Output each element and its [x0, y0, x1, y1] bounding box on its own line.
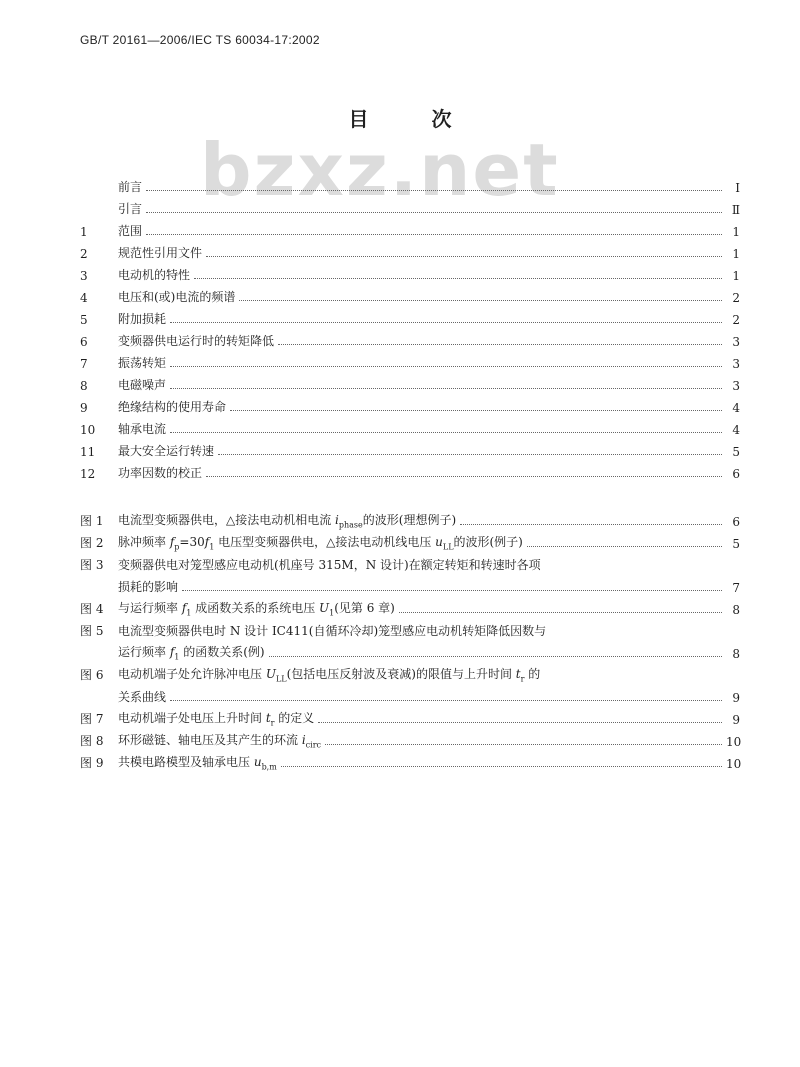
toc-entry-label: 附加损耗 [118, 312, 167, 326]
toc-entry-page: Ⅰ [735, 181, 740, 195]
leader-dots [278, 344, 722, 345]
figure-number: 图 4 [80, 602, 104, 616]
figure-page: 7 [732, 581, 740, 595]
toc-entry-label: 引言 [118, 202, 143, 216]
leader-dots [146, 234, 722, 235]
toc-entry-page: 5 [732, 445, 740, 459]
figure-caption-line-1: 电动机端子处允许脉冲电压 $U_{LL}$(包括电压反射波及衰减)的限值与上升时间 $t_r$ 的 [118, 666, 541, 683]
toc-entry-number: 8 [80, 379, 88, 393]
toc-entry-number: 1 [80, 225, 88, 239]
figure-number: 图 6 [80, 668, 104, 682]
toc-entry-label: 电动机的特性 [118, 268, 191, 282]
toc-entry-section-6[interactable] [80, 327, 740, 349]
leader-dots [281, 766, 722, 767]
toc-entry-page: 3 [732, 357, 740, 371]
figure-page: 6 [732, 515, 740, 529]
toc-entry-figure-7[interactable] [80, 705, 740, 727]
toc-entry-page: 4 [732, 423, 740, 437]
figure-caption: 与运行频率 $f_1$ 成函数关系的系统电压 $U_1$(见第 6 章) [118, 600, 395, 617]
toc-entry-page: 6 [732, 467, 740, 481]
figure-page: 5 [732, 537, 740, 551]
toc-entry-section-3[interactable] [80, 261, 740, 283]
figure-number: 图 7 [80, 712, 104, 726]
toc-entry-section-11[interactable] [80, 437, 740, 459]
toc-entry-label: 绝缘结构的使用寿命 [118, 400, 227, 414]
toc-entry-label: 轴承电流 [118, 422, 167, 436]
leader-dots [170, 700, 722, 701]
leader-dots [182, 590, 722, 591]
toc-entry-section-1[interactable] [80, 217, 740, 239]
toc-entry-label: 变频器供电运行时的转矩降低 [118, 334, 275, 348]
toc-entry-number: 4 [80, 291, 88, 305]
figure-page: 8 [732, 647, 740, 661]
leader-dots [146, 212, 722, 213]
toc-entry-introduction[interactable] [80, 195, 740, 217]
figure-page: 9 [732, 691, 740, 705]
toc-entry-section-8[interactable] [80, 371, 740, 393]
toc-entry-page: 1 [732, 269, 740, 283]
figure-caption: 环形磁链、轴电压及其产生的环流 $i_{circ}$ [118, 732, 322, 749]
figure-caption-line-1: 变频器供电对笼型感应电动机(机座号 315M，N 设计)在额定转矩和转速时各项 [118, 558, 541, 572]
toc-entry-figure-2[interactable] [80, 529, 740, 551]
toc-entry-label: 最大安全运行转速 [118, 444, 215, 458]
figure-caption: 脉冲频率 $f_p=30f_1$ 电压型变频器供电，△接法电动机线电压 $u_{LL}$的波形(例子) [118, 534, 523, 551]
toc-entry-number: 9 [80, 401, 88, 415]
leader-dots [460, 524, 722, 525]
toc-entry-label: 电压和(或)电流的频谱 [118, 290, 236, 304]
toc-entry-section-12[interactable] [80, 459, 740, 481]
watermark: bzxz.net [200, 128, 560, 212]
toc-entry-label: 功率因数的校正 [118, 466, 203, 480]
leader-dots [170, 432, 722, 433]
leader-dots [170, 322, 722, 323]
toc-entry-number: 3 [80, 269, 88, 283]
toc-entry-label: 振荡转矩 [118, 356, 167, 370]
toc-sections-list [80, 173, 740, 481]
figure-caption: 共模电路模型及轴承电压 $u_{b,m}$ [118, 754, 277, 771]
leader-dots [206, 256, 722, 257]
toc-entry-label: 范围 [118, 224, 143, 238]
toc-entry-figure-6[interactable] [80, 661, 740, 705]
toc-entry-number: 5 [80, 313, 88, 327]
figure-caption: 电流型变频器供电，△接法电动机相电流 $i_{phase}$的波形(理想例子) [118, 512, 457, 529]
figure-number: 图 5 [80, 624, 104, 638]
figure-caption-line-1: 电流型变频器供电时 N 设计 IC411(自循环冷却)笼型感应电动机转矩降低因数与 [118, 624, 547, 638]
leader-dots [146, 190, 722, 191]
figure-number: 图 9 [80, 756, 104, 770]
toc-entry-label: 规范性引用文件 [118, 246, 203, 260]
leader-dots [194, 278, 722, 279]
toc-entry-section-10[interactable] [80, 415, 740, 437]
leader-dots [318, 722, 722, 723]
toc-entry-figure-5[interactable] [80, 617, 740, 661]
leader-dots [269, 656, 722, 657]
figure-number: 图 2 [80, 536, 104, 550]
leader-dots [527, 546, 722, 547]
toc-figures-list [80, 507, 740, 771]
figure-number: 图 3 [80, 558, 104, 572]
toc-entry-page: Ⅱ [731, 203, 740, 217]
toc-entry-section-9[interactable] [80, 393, 740, 415]
figure-caption-line-2: 运行频率 $f_1$ 的函数关系(例) [118, 644, 265, 661]
toc-entry-page: 3 [732, 335, 740, 349]
toc-entry-number: 6 [80, 335, 88, 349]
toc-entry-figure-9[interactable] [80, 749, 740, 771]
leader-dots [206, 476, 722, 477]
toc-entry-section-7[interactable] [80, 349, 740, 371]
toc-entry-section-5[interactable] [80, 305, 740, 327]
toc-entry-page: 3 [732, 379, 740, 393]
toc-entry-page: 2 [732, 291, 740, 305]
toc-entry-page: 1 [732, 247, 740, 261]
standard-number-header: GB/T 20161—2006/IEC TS 60034-17:2002 [80, 33, 320, 47]
leader-dots [218, 454, 722, 455]
toc-entry-section-4[interactable] [80, 283, 740, 305]
toc-entry-number: 7 [80, 357, 88, 371]
toc-entry-foreword[interactable] [80, 173, 740, 195]
toc-entry-page: 4 [732, 401, 740, 415]
toc-entry-label: 电磁噪声 [118, 378, 167, 392]
leader-dots [325, 744, 722, 745]
figure-page: 10 [726, 757, 742, 771]
figure-page: 10 [726, 735, 742, 749]
leader-dots [239, 300, 722, 301]
leader-dots [170, 388, 722, 389]
figure-page: 8 [732, 603, 740, 617]
toc-entry-page: 1 [732, 225, 740, 239]
leader-dots [170, 366, 722, 367]
toc-entry-figure-8[interactable] [80, 727, 740, 749]
toc-entry-figure-3[interactable] [80, 551, 740, 595]
toc-entry-number: 12 [80, 467, 96, 481]
figure-page: 9 [732, 713, 740, 727]
figure-caption-line-2: 损耗的影响 [118, 580, 179, 594]
toc-entry-number: 10 [80, 423, 96, 437]
figure-caption: 电动机端子处电压上升时间 $t_r$ 的定义 [118, 710, 315, 727]
leader-dots [399, 612, 722, 613]
toc-entry-label: 前言 [118, 180, 143, 194]
toc-entry-figure-4[interactable] [80, 595, 740, 617]
toc-entry-section-2[interactable] [80, 239, 740, 261]
figure-number: 图 8 [80, 734, 104, 748]
leader-dots [230, 410, 722, 411]
figure-number: 图 1 [80, 514, 104, 528]
page-title: 目 次 [348, 107, 480, 131]
toc-entry-number: 11 [80, 445, 96, 459]
toc-entry-figure-1[interactable] [80, 507, 740, 529]
toc-entry-page: 2 [732, 313, 740, 327]
toc-entry-number: 2 [80, 247, 88, 261]
figure-caption-line-2: 关系曲线 [118, 690, 167, 704]
